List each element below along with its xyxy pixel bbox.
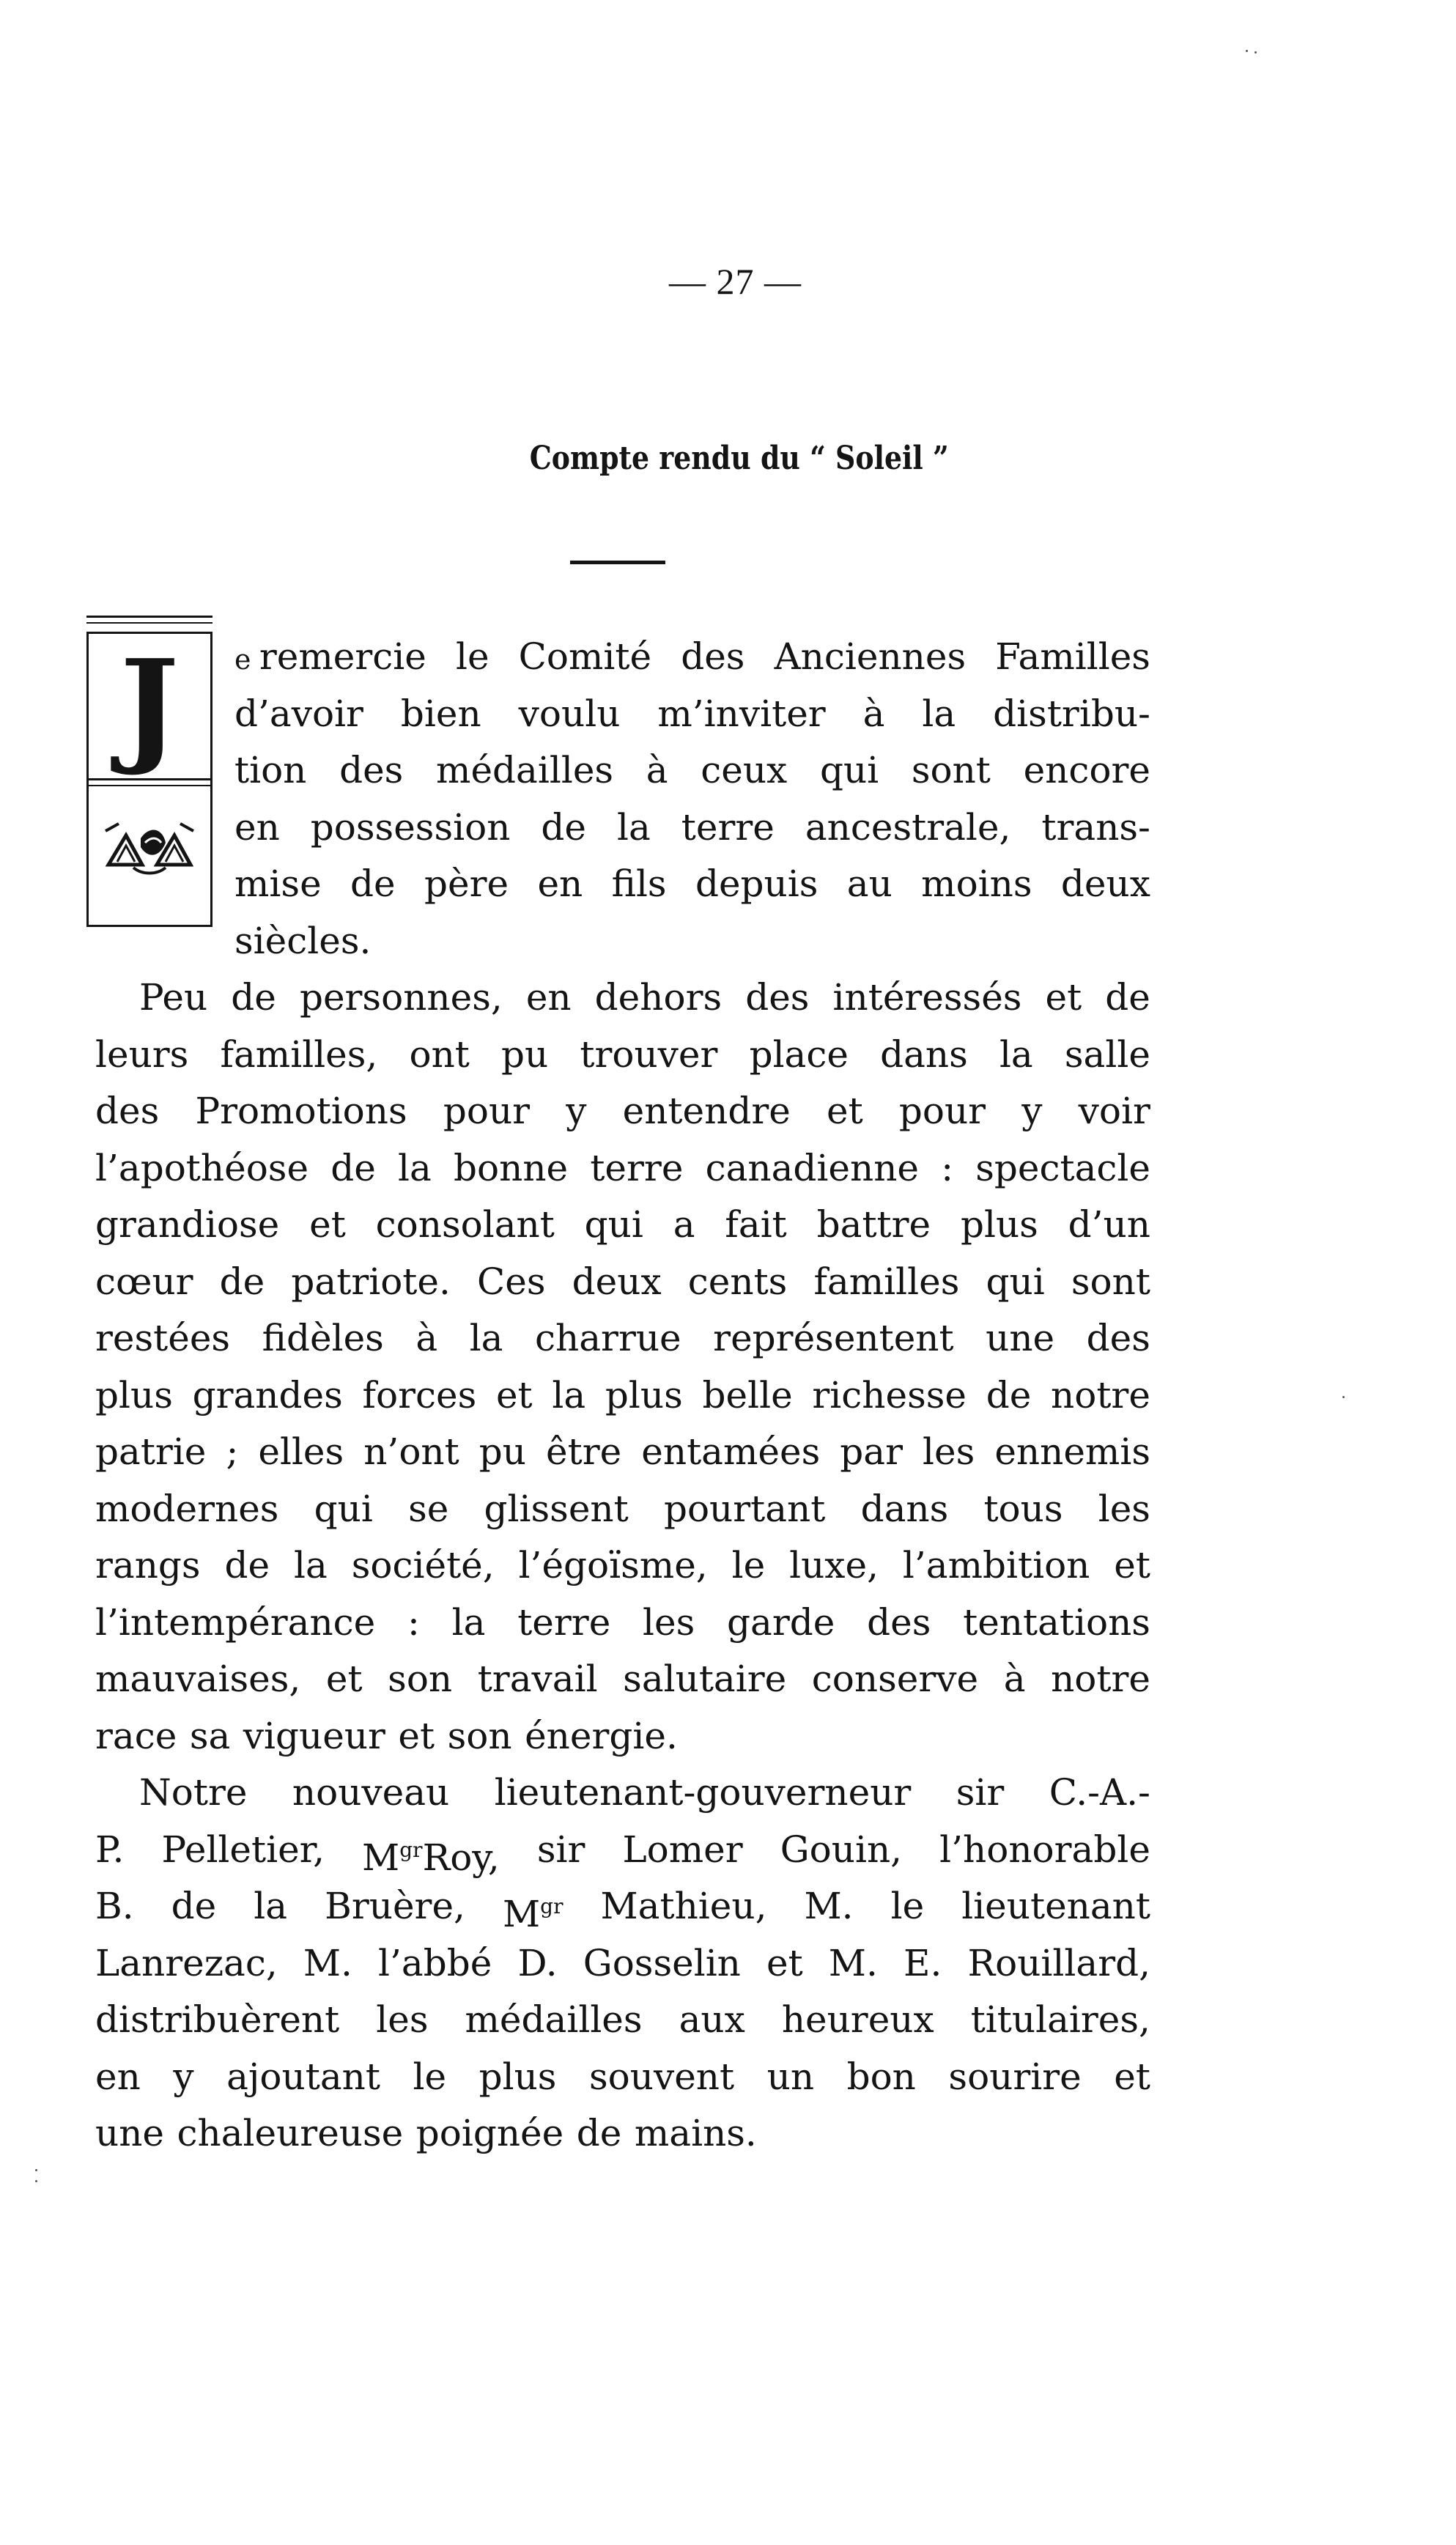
drop-cap-letter: J	[119, 632, 180, 779]
superscript-text: gr	[399, 1837, 423, 1862]
text-word: canadienne	[705, 1146, 919, 1189]
text-word: :	[941, 1146, 954, 1189]
text-word: trouver	[580, 1033, 718, 1076]
text-word: Ces	[477, 1260, 546, 1303]
text-word: a	[673, 1203, 695, 1246]
text-line	[95, 1651, 1150, 1708]
text-word: de	[231, 976, 276, 1019]
text-word: et	[495, 1373, 533, 1416]
text-word: la	[254, 1885, 288, 1927]
text-word: rangs	[95, 1544, 201, 1587]
text-word: $M^{gr}$	[502, 1893, 563, 1935]
text-word: qui	[986, 1260, 1045, 1303]
text-word: un	[766, 2055, 815, 2098]
text-word: remercie	[259, 635, 426, 678]
text-word: cœur	[95, 1260, 193, 1303]
text-word: Anciennes	[774, 635, 967, 678]
text-word: qui	[819, 749, 879, 791]
text-line	[95, 1708, 1150, 1765]
text-word: pour	[443, 1090, 531, 1132]
text-word: encore	[1023, 749, 1150, 791]
text-word: se	[408, 1487, 449, 1530]
text-word: aux	[679, 1998, 745, 2041]
text-word: l’abbé	[378, 1941, 492, 1984]
text-word: lieutenant-gouverneur	[494, 1771, 912, 1814]
text-line	[95, 1310, 1150, 1367]
text-word: sont	[911, 749, 991, 791]
text-word: l’égoïsme,	[518, 1544, 708, 1587]
text-word: qui	[584, 1203, 643, 1246]
text-word: ancestrale,	[805, 805, 1011, 849]
text-word: en	[95, 2055, 141, 2098]
text-word: à	[1003, 1658, 1026, 1700]
text-word: siècles.	[234, 919, 372, 962]
text-word: belle	[702, 1373, 793, 1416]
title-divider	[570, 561, 665, 564]
text-word: de	[171, 1885, 217, 1927]
text-word: par	[840, 1430, 903, 1473]
text-word: des	[745, 976, 810, 1019]
text-line	[95, 2105, 1150, 2162]
text-word: mauvaises,	[95, 1658, 301, 1700]
text-line	[95, 1765, 1150, 1822]
text-word: familles,	[220, 1033, 378, 1076]
scan-speck	[1342, 1396, 1345, 1398]
text-word: entendre	[622, 1090, 791, 1132]
text-word: moins	[921, 863, 1032, 905]
text-word: en	[525, 976, 572, 1019]
text-word: des	[681, 635, 745, 678]
text-word: le	[890, 1885, 925, 1927]
text-word: consolant	[375, 1203, 555, 1246]
text-word: des	[867, 1600, 931, 1644]
text-word: terre	[517, 1600, 611, 1644]
text-word: entamées	[641, 1430, 821, 1473]
text-word: et	[1114, 1544, 1150, 1587]
drop-cap-top-rule	[86, 616, 213, 624]
text-word: richesse	[812, 1373, 967, 1416]
text-line	[95, 1992, 1150, 2049]
text-word: luxe,	[789, 1544, 879, 1587]
text-word: d’avoir	[234, 692, 363, 735]
text-word: place	[749, 1033, 849, 1076]
text-word: fidèles	[262, 1317, 384, 1359]
text-word: dehors	[594, 976, 723, 1019]
text-word: de	[224, 1544, 270, 1587]
text-word: Bruère,	[325, 1885, 465, 1927]
text-word: vigueur	[243, 1714, 385, 1757]
text-word: à	[646, 749, 668, 791]
text-word: médailles	[436, 749, 614, 791]
text-word: forces	[362, 1373, 477, 1416]
text-word: la	[398, 1146, 432, 1189]
text-line	[95, 1595, 1150, 1652]
text-word: sa	[189, 1714, 231, 1757]
drop-cap-continuation: e	[234, 643, 251, 676]
text-word: et	[1045, 976, 1082, 1019]
text-word: notre	[1051, 1658, 1150, 1700]
text-line	[95, 1254, 1150, 1311]
text-line	[95, 1878, 1150, 1935]
text-word: la	[617, 805, 651, 849]
text-word: Comité	[518, 635, 652, 678]
text-word: mains.	[634, 2112, 757, 2154]
text-word: Familles	[995, 635, 1150, 678]
text-word: de	[350, 863, 396, 905]
text-line	[95, 1481, 1150, 1538]
text-word: souvent	[588, 2055, 735, 2098]
text-word: ont	[409, 1033, 470, 1076]
text-line	[95, 742, 1150, 799]
text-word: m’inviter	[657, 692, 826, 735]
text-word: tion	[234, 749, 307, 791]
text-word: patrie	[95, 1430, 207, 1473]
text-word: plus	[960, 1203, 1038, 1246]
text-word: la	[922, 692, 956, 735]
text-word: ;	[226, 1430, 239, 1473]
text-word: bonne	[454, 1146, 569, 1189]
text-word: spectacle	[975, 1146, 1150, 1189]
text-word: plus	[95, 1373, 173, 1416]
text-word: titulaires,	[970, 1998, 1150, 2041]
text-word: l’apothéose	[95, 1146, 309, 1189]
text-word: pourtant	[663, 1487, 826, 1530]
text-word: Rouillard,	[967, 1941, 1150, 1984]
text-word: père	[424, 863, 509, 905]
text-word: Notre	[139, 1771, 248, 1814]
text-word: la	[294, 1544, 328, 1587]
text-word: Peu	[139, 976, 208, 1019]
text-word: le	[455, 635, 489, 678]
text-word: garde	[727, 1600, 835, 1644]
text-word: M.	[804, 1885, 854, 1927]
text-word: et	[766, 1941, 803, 1984]
text-word: énergie.	[525, 1714, 678, 1757]
text-word: de	[330, 1146, 376, 1189]
text-line	[95, 1424, 1150, 1481]
text-word: dans	[880, 1033, 968, 1076]
text-word: plus	[605, 1373, 683, 1416]
text-word: cents	[687, 1260, 788, 1303]
text-word: mise	[234, 863, 322, 905]
text-line	[95, 2049, 1150, 2106]
text-word: l’intempérance	[95, 1600, 376, 1644]
text-word: elles	[258, 1430, 344, 1473]
text-word: terre	[681, 805, 775, 849]
text-word: l’ambition	[902, 1544, 1090, 1587]
text-word: en	[537, 863, 583, 905]
text-word: les	[1098, 1487, 1150, 1530]
text-word: société,	[351, 1544, 495, 1587]
text-word: battre	[816, 1203, 931, 1246]
text-line	[95, 629, 1150, 686]
text-word: ennemis	[994, 1430, 1150, 1473]
text-word: y	[173, 2055, 194, 2098]
text-word: la	[451, 1600, 486, 1644]
text-word: salutaire	[623, 1658, 787, 1700]
text-word: la	[552, 1373, 586, 1416]
text-word: grandiose	[95, 1203, 280, 1246]
text-word: grandes	[192, 1373, 343, 1416]
text-word: pu	[501, 1033, 549, 1076]
text-word: les	[923, 1430, 975, 1473]
text-word: bon	[846, 2055, 916, 2098]
text-word: et	[325, 1658, 363, 1700]
text-line	[95, 1140, 1150, 1197]
text-word: :	[407, 1600, 420, 1644]
text-line	[95, 1027, 1150, 1084]
text-word: Lanrezac,	[95, 1941, 278, 1984]
text-word: et	[1114, 2055, 1150, 2098]
text-word: la	[469, 1317, 503, 1359]
text-word: personnes,	[299, 976, 503, 1019]
text-word: à	[415, 1317, 438, 1359]
text-word: des	[339, 749, 404, 791]
text-word: poignée	[415, 2112, 564, 2154]
text-word: plus	[478, 2055, 557, 2098]
text-word: D.	[517, 1941, 558, 1984]
text-word: une	[986, 1317, 1055, 1359]
text-word: C.-A.-	[1049, 1771, 1150, 1814]
text-word: de	[219, 1260, 265, 1303]
text-word: fils	[611, 863, 667, 905]
text-word: fait	[725, 1203, 787, 1246]
page-number: — 27 —	[669, 261, 802, 302]
text-word: race	[95, 1714, 177, 1757]
text-word: son	[388, 1658, 453, 1700]
text-word: et	[827, 1090, 863, 1132]
body-text-flow	[95, 629, 1150, 2162]
text-word: de	[1105, 976, 1150, 1019]
text-line	[95, 969, 1150, 1027]
text-word: salle	[1064, 1033, 1150, 1076]
text-word: sont	[1071, 1260, 1150, 1303]
text-word: heureux	[781, 1998, 934, 2041]
scan-speck	[35, 2169, 37, 2171]
text-word: tous	[983, 1487, 1063, 1530]
text-word: nouveau	[292, 1771, 450, 1814]
scan-speck	[35, 2180, 37, 2182]
text-word: possession	[310, 805, 511, 849]
text-word: les	[643, 1600, 695, 1644]
text-word: des	[95, 1090, 160, 1132]
text-word: une	[95, 2112, 164, 2154]
text-word: et	[309, 1203, 346, 1246]
text-word: la	[999, 1033, 1033, 1076]
text-word: y	[1021, 1090, 1043, 1132]
text-line	[95, 1822, 1150, 1879]
text-word: voir	[1078, 1090, 1150, 1132]
scan-speck	[1254, 51, 1257, 53]
text-word: sourire	[948, 2055, 1082, 2098]
text-word: représentent	[713, 1317, 954, 1359]
text-line	[95, 1935, 1150, 1992]
text-word: pour	[898, 1090, 986, 1132]
text-word: médailles	[465, 1998, 643, 2041]
text-word: ceux	[701, 749, 788, 791]
text-word: patriote.	[291, 1260, 451, 1303]
text-word: M.	[303, 1941, 352, 1984]
text-word: Gosselin	[583, 1941, 741, 1984]
text-word: tentations	[963, 1600, 1150, 1644]
text-line	[95, 1537, 1150, 1595]
text-word: Pelletier,	[161, 1828, 325, 1871]
text-word: de	[541, 805, 587, 849]
text-word: modernes	[95, 1487, 279, 1530]
superscript-text: gr	[540, 1894, 563, 1918]
text-word: sir	[536, 1828, 585, 1871]
text-word: Lomer	[622, 1828, 743, 1871]
text-word: conserve	[811, 1658, 979, 1700]
text-word: lieutenant	[961, 1885, 1150, 1927]
text-word: son	[447, 1714, 512, 1757]
text-word: d’un	[1068, 1203, 1150, 1246]
text-word: dans	[860, 1487, 949, 1530]
text-word: de	[576, 2112, 622, 2154]
text-word: P.	[95, 1828, 125, 1871]
text-line	[95, 799, 1150, 857]
text-word: $M^{gr}Roy$,	[362, 1836, 500, 1879]
text-word: sir	[956, 1771, 1005, 1814]
text-line	[95, 686, 1150, 743]
text-word: deux	[572, 1260, 662, 1303]
text-word: qui	[314, 1487, 373, 1530]
text-word: y	[566, 1090, 587, 1132]
text-word: distribu-	[993, 692, 1150, 735]
text-word: Gouin,	[780, 1828, 903, 1871]
text-word: en	[234, 805, 280, 849]
text-word: à	[862, 692, 885, 735]
text-word: deux	[1060, 863, 1150, 905]
text-word: leurs	[95, 1033, 189, 1076]
text-word: le	[731, 1544, 766, 1587]
text-word: les	[376, 1998, 429, 2041]
text-word: être	[546, 1430, 622, 1473]
text-word: Promotions	[195, 1090, 407, 1132]
text-word: de	[986, 1373, 1032, 1416]
text-word: et	[398, 1714, 435, 1757]
text-line	[95, 1083, 1150, 1140]
text-word: glissent	[484, 1487, 629, 1530]
text-word: E.	[903, 1941, 942, 1984]
text-word: intéressés	[832, 976, 1022, 1019]
text-word: terre	[590, 1146, 684, 1189]
text-word: familles	[813, 1260, 960, 1303]
text-word: n’ont	[363, 1430, 459, 1473]
text-word: au	[846, 863, 893, 905]
text-line	[95, 913, 1150, 970]
text-word: bien	[400, 692, 481, 735]
text-word: charrue	[535, 1317, 681, 1359]
text-word: depuis	[695, 863, 818, 905]
text-word: distribuèrent	[95, 1998, 340, 2041]
text-word: M.	[828, 1941, 878, 1984]
text-word: notre	[1051, 1373, 1150, 1416]
text-word: travail	[477, 1658, 598, 1700]
text-word: B.	[95, 1885, 134, 1927]
text-word: voulu	[518, 692, 621, 735]
text-line	[95, 1197, 1150, 1254]
section-title: Compte rendu du “ Soleil ”	[529, 440, 949, 477]
scan-speck	[1246, 50, 1248, 52]
text-word: le	[413, 2055, 447, 2098]
text-line	[95, 856, 1150, 913]
text-word: pu	[478, 1430, 526, 1473]
text-word: restées	[95, 1317, 231, 1359]
text-word: ajoutant	[226, 2055, 380, 2098]
text-word: chaleureuse	[177, 2112, 404, 2154]
text-word: l’honorable	[939, 1828, 1150, 1871]
text-line	[95, 1367, 1150, 1425]
text-word: Mathieu,	[600, 1885, 767, 1927]
text-word: des	[1086, 1317, 1150, 1359]
text-word: trans-	[1041, 805, 1150, 849]
